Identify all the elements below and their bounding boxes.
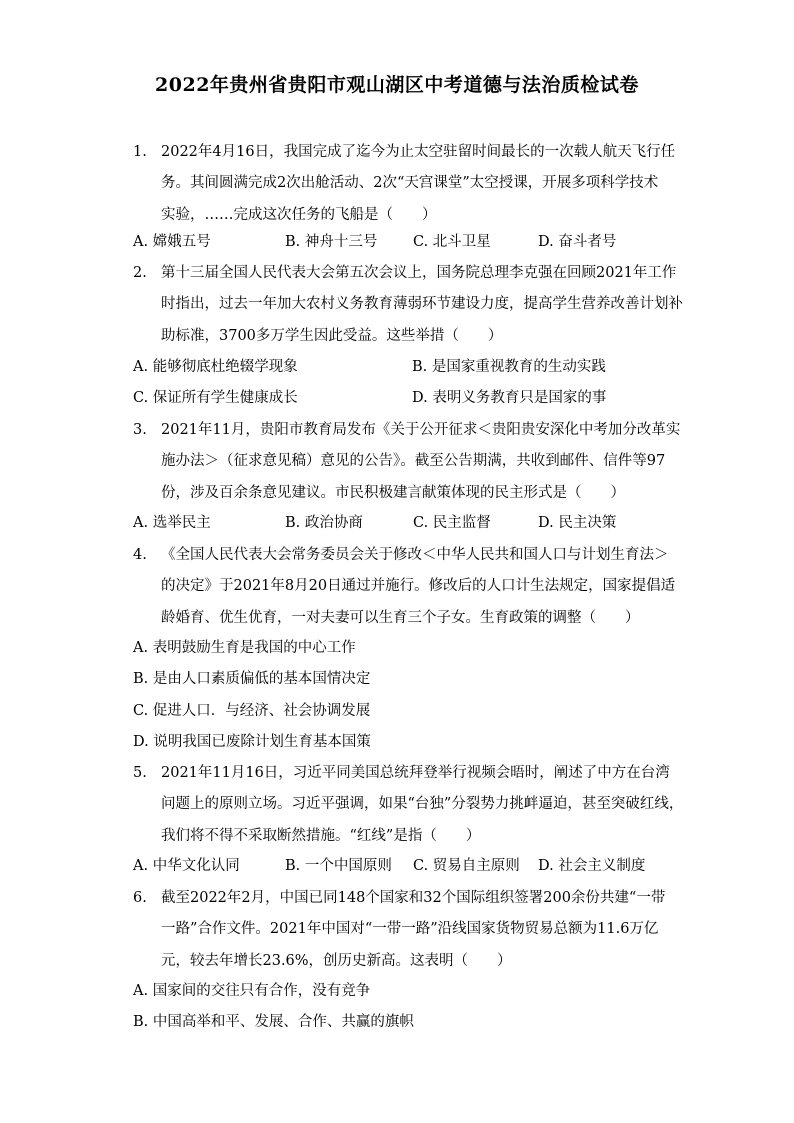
- option-a[interactable]: A. 国家间的交往只有合作，没有竞争: [133, 983, 371, 999]
- question-line: 助标准，3700多万学生因此受益。这些举措（ ）: [161, 327, 503, 344]
- question-1: [133, 137, 676, 231]
- option-b[interactable]: B. 是国家重视教育的生动实践: [412, 359, 606, 375]
- question-4: [133, 540, 676, 634]
- option-b[interactable]: B. 一个中国原则: [285, 858, 392, 874]
- option-a[interactable]: A. 中华文化认同: [133, 858, 240, 874]
- options-1: [133, 227, 663, 258]
- question-line: 份，涉及百余条意见建议。市民积极建言献策体现的民主形式是（ ）: [161, 484, 625, 501]
- question-line: 2021年11月16日，习近平同美国总统拜登举行视频会晤时，阐述了中方在台湾: [161, 765, 670, 781]
- option-d[interactable]: D. 奋斗者号: [538, 234, 617, 250]
- question-line: 施办法＞（征求意见稿）意见的公告》。截至公告期满，共收到邮件、信件等97: [161, 453, 666, 470]
- question-line: 第十三届全国人民代表大会第五次会议上，国务院总理李克强在回顾2021年工作: [161, 265, 677, 281]
- option-b[interactable]: B. 中国高举和平、发展、合作、共赢的旗帜: [133, 1014, 414, 1031]
- question-5: [133, 758, 684, 852]
- options-2: [133, 352, 663, 415]
- option-c[interactable]: C. 贸易自主原则: [413, 858, 520, 874]
- exam-title: 2022年贵州省贵阳市观山湖区中考道德与法治质检试卷: [155, 74, 639, 96]
- option-c[interactable]: C. 促进人口．与经济、社会协调发展: [133, 702, 371, 719]
- option-c[interactable]: C. 北斗卫星: [413, 234, 491, 250]
- question-line: 的决定》于2021年8月20日通过并施行。修改后的人口计生法规定，国家提倡适: [161, 578, 676, 595]
- question-line: 我们将不得不采取断然措施。“红线”是指（ ）: [161, 827, 481, 844]
- question-number: 6.: [133, 890, 147, 906]
- question-line: 《全国人民代表大会常务委员会关于修改＜中华人民共和国人口与计划生育法＞: [161, 547, 669, 563]
- question-line: 截至2022年2月，中国已同148个国家和32个国际组织签署200余份共建“一带: [161, 890, 666, 906]
- option-a[interactable]: A. 表明鼓励生育是我国的中心工作: [133, 640, 356, 656]
- question-line: 2022年4月16日，我国完成了迄今为止太空驻留时间最长的一次载人航天飞行任: [161, 144, 676, 160]
- option-a[interactable]: A. 嫦娥五号: [133, 234, 211, 250]
- option-b[interactable]: B. 神舟十三号: [285, 234, 378, 250]
- option-a[interactable]: A. 能够彻底杜绝辍学现象: [133, 359, 298, 375]
- options-4: [133, 633, 663, 759]
- options-5: [133, 851, 663, 882]
- question-line: 问题上的原则立场。习近平强调，如果“台独”分裂势力挑衅逼迫，甚至突破红线，: [161, 796, 684, 813]
- question-6: [133, 883, 666, 977]
- option-b[interactable]: B. 是由人口素质偏低的基本国情决定: [133, 671, 371, 688]
- question-3: [133, 415, 681, 509]
- question-line: 2021年11月，贵阳市教育局发布《关于公开征求＜贵阳贵安深化中考加分改革实: [161, 422, 681, 438]
- question-line: 实验，……完成这次任务的飞船是（ ）: [161, 206, 437, 223]
- question-line: 时指出，过去一年加大农村义务教育薄弱环节建设力度，提高学生营养改善计划补: [161, 296, 683, 313]
- question-number: 5.: [133, 765, 147, 781]
- option-d[interactable]: D. 民主决策: [538, 515, 617, 531]
- question-number: 3.: [133, 422, 147, 438]
- question-line: 一路”合作文件。2021年中国对“一带一路”沿线国家货物贸易总额为11.6万亿: [161, 921, 659, 938]
- question-number: 2.: [133, 265, 147, 281]
- option-d[interactable]: D. 说明我国已废除计划生育基本国策: [133, 734, 371, 751]
- option-a[interactable]: A. 选举民主: [133, 515, 211, 531]
- question-line: 务。其间圆满完成2次出舱活动、2次“天宫课堂”太空授课，开展多项科学技术: [161, 175, 659, 192]
- option-c[interactable]: C. 民主监督: [413, 515, 491, 531]
- question-number: 1.: [133, 144, 147, 160]
- option-d[interactable]: D. 社会主义制度: [538, 858, 646, 874]
- question-line: 元，较去年增长23.6%，创历史新高。这表明（ ）: [161, 952, 512, 969]
- options-3: [133, 508, 663, 539]
- option-c[interactable]: C. 保证所有学生健康成长: [133, 390, 298, 407]
- question-number: 4.: [133, 547, 147, 563]
- option-b[interactable]: B. 政治协商: [285, 515, 363, 531]
- question-2: [133, 258, 683, 352]
- option-d[interactable]: D. 表明义务教育只是国家的事: [412, 390, 607, 407]
- options-6: [133, 976, 663, 1039]
- question-line: 龄婚育、优生优育，一对夫妻可以生育三个子女。生育政策的调整（ ）: [161, 609, 640, 626]
